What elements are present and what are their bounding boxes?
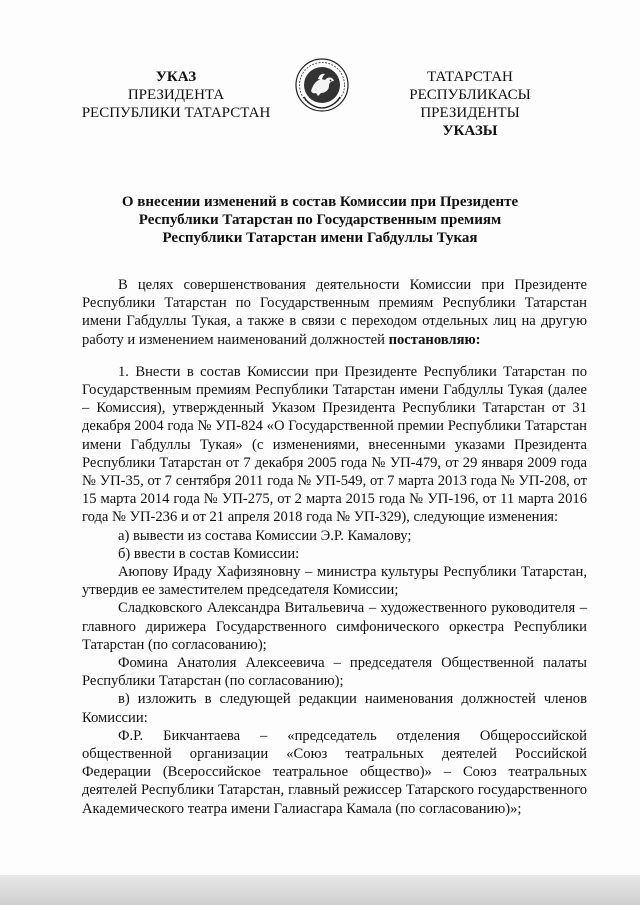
paragraph-bikchantaev: Ф.Р. Бикчантаева – «председатель отделения Общероссийской общественной организации «Союз театральных деятелей Российской Федерации (Всероссийское театральное общество)» – Союз театральных деятелей Республики Татарстан, главный режиссер Татарского государственного Академического театра имени Галиасгара Камала (по согласованию)»; bbox=[82, 727, 587, 817]
header-right-line1: ТАТАРСТАН РЕСПУБЛИКАСЫ bbox=[409, 69, 531, 103]
header-left-line3: РЕСПУБЛИКИ ТАТАРСТАН bbox=[81, 105, 271, 121]
decree-body bbox=[82, 276, 587, 818]
coat-of-arms-icon bbox=[294, 57, 350, 113]
scan-bottom-edge bbox=[0, 875, 640, 905]
paragraph-ayupova: Аюпову Ираду Хафизяновну – министра культуры Республики Татарстан, утвердив ее заместителем председателя Комиссии; bbox=[82, 564, 587, 599]
paragraph-item-a: а) вывести из состава Комиссии Э.Р. Камалову; bbox=[118, 527, 412, 544]
paragraph-item-1: 1. Внести в состав Комиссии при Президенте Республики Татарстан по Государственным премиям Республики Татарстан имени Габдуллы Тукая (далее – Комиссия), утвержденный Указом Президента Республики Татарстан от 31 декабря 2004 года № УП-824 «О Государственной премии Республики Татарстан имени Габдуллы Тукая» (с изменениями, внесенными указами Президента Республики Татарстан от 7 декабря 2005 года № УП-479, от 29 января 2009 года № УП-35, от 7 сентября 2011 года № УП-549, от 7 марта 2013 года № УП-208, от 15 марта 2014 года № УП-275, от 2 марта 2015 года № УП-196, от 11 марта 2016 года № УП-236 и от 21 апреля 2018 года № УП-329), следующие изменения: bbox=[82, 363, 587, 526]
title-line2: Республики Татарстан по Государственным премиям bbox=[138, 212, 502, 228]
header-right-line3: УКАЗЫ bbox=[442, 123, 498, 139]
header-left-block bbox=[70, 68, 282, 122]
header-right-block bbox=[365, 68, 575, 140]
decree-title bbox=[100, 193, 540, 247]
header-left-line1: УКАЗ bbox=[155, 69, 197, 85]
preamble-text: В целях совершенствования деятельности Комиссии при Президенте Республики Татарстан по Государственным премиям Республики Татарстан имени Габдуллы Тукая, а также в связи с переходом отдельных лиц на другую работу и изменением наименований должностей bbox=[82, 277, 587, 348]
decree-word: постановляю: bbox=[388, 331, 481, 348]
paragraph-sladkovsky: Сладковского Александра Витальевича – художественного руководителя – главного дирижера Государственного симфонического оркестра Республики Татарстан (по согласованию); bbox=[82, 600, 587, 653]
title-line3: Республики Татарстан имени Габдуллы Тукая bbox=[162, 230, 478, 246]
paragraph-item-v: в) изложить в следующей редакции наименования должностей членов Комиссии: bbox=[82, 691, 587, 726]
header-left-line2: ПРЕЗИДЕНТА bbox=[127, 87, 225, 103]
paragraph-fomin: Фомина Анатолия Алексеевича – председателя Общественной палаты Республики Татарстан (по согласованию); bbox=[82, 655, 587, 690]
preamble-paragraph bbox=[82, 276, 587, 349]
header-right-line2: ПРЕЗИДЕНТЫ bbox=[420, 105, 520, 121]
title-line1: О внесении изменений в состав Комиссии при Президенте bbox=[121, 194, 519, 210]
paragraph-item-b: б) ввести в состав Комиссии: bbox=[118, 545, 300, 562]
